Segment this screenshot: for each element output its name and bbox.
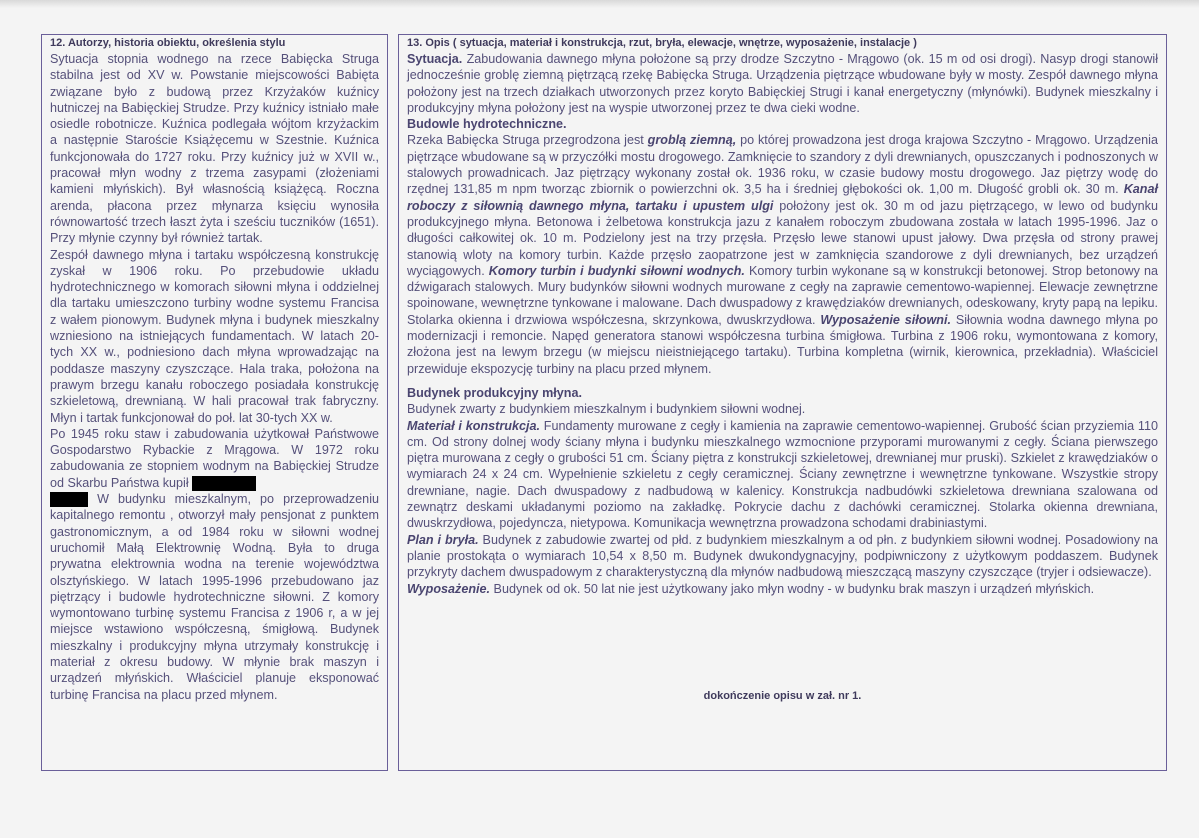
section-12-box: [41, 34, 388, 771]
scan-edge: [0, 0, 1199, 8]
redaction-block: [50, 492, 88, 507]
budowle-text-c: położony jest ok. 30 m od jazu piętrzącego, w lewo od budynku produkcyjnego młyna. Betonowa i żelbetowa konstrukcja jazu z kanałem roboczym zbudowana została w latach 1995-1996. Jaz o długości całkowitej ok. 10 m. Podzielony jest na trzy przęsła. Przęsło lewe stanowi upust jałowy. Dwa przęsła od strony prawej stanowią wloty na komory turbin. Każde przęsło zaopatrzone jest w zamknięcia szandorowe z dyli drewnianych, bez urządzeń wyciągowych.: [407, 198, 1158, 278]
section-12-text: [42, 51, 387, 703]
continuation-note: dokończenie opisu w zał. nr 1.: [703, 690, 862, 702]
kanal-label: Kanał roboczy z siłownią dawnego młyna, tartaku i upustem ulgi: [407, 182, 1158, 213]
budowle-heading: Budowle hydrotechniczne.: [407, 117, 567, 132]
material-label: Materiał i konstrukcja.: [407, 418, 540, 433]
plan-label: Plan i bryła.: [407, 532, 479, 547]
wyposazenie-text: Budynek od ok. 50 lat nie jest użytkowany jako młyn wodny - w budynku brak maszyn i urządzeń młyńskich.: [490, 581, 1095, 596]
wyposazenie-silowni-label: Wyposażenie siłowni.: [820, 312, 951, 327]
sytuacja-paragraph: [407, 51, 1158, 116]
plan-paragraph: [407, 532, 1158, 581]
history-paragraph-4-text: W budynku mieszkalnym, po przeprowadzeniu kapitalnego remontu , otworzył mały pensjonat z punktem gastronomicznym, a od 1984 roku w siłowni wodnej uruchomił Małą Elektrownię Wodną. Była to druga prywatna elektrownia wodna na terenie województwa olsztyńskiego. W latach 1995-1996 przebudowano jaz piętrzący i budowle hydrotechniczne siłowni. Z komory wymontowano turbinę systemu Francisa z 1906 r, a w jej miejsce wstawiono współczesną, śmigłową. Budynek mieszkalny i produkcyjny młyna utrzymały konstrukcję i materiał z okresu budowy. W młynie brak maszyn i urządzeń młyńskich. Właściciel planuje eksponować turbinę Francisa na placu przed młynem.: [50, 492, 379, 702]
section-12-heading: 12. Autorzy, historia obiektu, określenia stylu: [50, 37, 286, 49]
budowle-paragraph: [407, 132, 1158, 376]
budowle-text-b: po której prowadzona jest droga krajowa Szczytno - Mrągowo. Urządzenia piętrzące wbudowane są w przyczółki mostu drogowego. Zamknięcie to szandory z dyli drewnianych, opuszczanych i podnoszonych w stalowych prowadnicach. Jaz piętrzący wykonany został ok. 1936 roku, w czasie budowy mostu drogowego. Jaz piętrzy wodę do rzędnej 131,85 m npm tworząc zbiornik o powierzchni ok. 3,5 ha i średniej głębokości ok. 1,00 m. Długość grobli ok. 30 m.: [407, 133, 1158, 197]
prod-subtitle: Budynek zwarty z budynkiem mieszkalnym i budynkiem siłowni wodnej.: [407, 402, 806, 417]
budowle-text-d: Komory turbin wykonane są w konstrukcji betonowej. Strop betonowy na dźwigarach stalowych. Mury budynków siłowni wodnych murowane z cegły na zaprawie cementowo-wapiennej. Elewacje zewnętrzne spoinowane, wewnętrzne tynkowane i malowane. Dach dwuspadowy z krawędziaków drewnianych, odeskowany, kryty papą na lepiku. Stolarka okienna i drzwiowa współczesna, skrzynkowa, dwuskrzydłowa.: [407, 263, 1158, 327]
history-paragraph-4: [50, 491, 379, 703]
history-paragraph-2: Zespół dawnego młyna i tartaku współczesną konstrukcję zyskał w 1906 roku. Po przebudowie układu hydrotechnicznego w komorach siłowni młyna i oddzielnej dla tartaku umieszczono turbiny wodne systemu Francisa z wałem pionowym. Budynek młyna i budynek mieszkalny wzniesiono na istniejących fundamentach. W latach 20-tych XX w., podniesiono dach młyna wprowadzając na poddasze maszyny czyszczące. Hala traka, położona na prawym brzegu kanału roboczego posiadała konstrukcję szkieletową, drewnianą. W hali pracował trak fabryczny. Młyn i tartak funkcjonował do poł. lat 30-tych XX w.: [50, 247, 379, 425]
grobla-label: groblą ziemną,: [647, 133, 737, 148]
history-paragraph-3-text: Po 1945 roku staw i zabudowania użytkował Państwowe Gospodarstwo Rybackie z Mrągowa. W 1972 roku zabudowania ze stopniem wodnym na Babięckiej Strudze od Skarbu Państwa kupił: [50, 426, 379, 490]
section-13-text: [399, 51, 1166, 597]
history-paragraph-1: Sytuacja stopnia wodnego na rzece Babięcka Struga stabilna jest od XV w. Powstanie miejscowości Babięta związane było z budową przez Krzyżaków kuźnicy hutniczej na Babięckiej Strudze. Przy kuźnicy istniało małe osiedle robotnicze. Kuźnica podlegała wójtom krzyżackim a następnie Staroście Książęcemu w Szestnie. Kuźnica funkcjonowała do 1727 roku. Przy kuźnicy już w XVII w., pracował młyn wodny z trzema zasypami (złożeniami kamieni młyńskich). Był własnością książęcą. Roczna arenda, płacona przez młynarza księciu wynosiła równowartość trzech łaszt żyta i sześciu tuczników (1651). Przy młynie czynny był również tartak.: [50, 52, 379, 246]
material-text: Fundamenty murowane z cegły i kamienia na zaprawie cementowo-wapiennej. Grubość ścian przyziemia 110 cm. Od strony dolnej wody ściany młyna i budynku mieszkalnego wzmocnione przyporami murowanymi z cegły. Ściana pierwszego piętra murowana z cegły o grubości 51 cm. Ściany piętra z konstrukcji szkieletowej, drewnianej mur pruski). Szkielet z krawędziaków o wymiarach 24 x 24 cm. Wypełnienie szkieletu z cegły ceramicznej. Ściany zewnętrzne i wewnętrzne tynkowane. Wszystkie stropy drewniane, nagie. Dach dwuspadowy z nadbudową w kalenicy. Konstrukcja nadbudówki szkieletowa drewniana szalowana od zewnątrz deskami układanymi poziomo na zakładkę. Pokrycie dachu z dachówki ceramicznej. Stolarka okienna drewniana, dwuskrzydłowa, pojedyncza, nietypowa. Komunikacja wewnętrzna prowadzona schodami drabiniastymi.: [407, 418, 1158, 531]
prod-heading: Budynek produkcyjny młyna.: [407, 385, 582, 400]
plan-text: Budynek z zabudowie zwartej od płd. z budynkiem mieszkalnym a od płn. z budynkiem siłowni wodnej. Posadowiony na planie prostokąta o wymiarach 10,54 x 8,50 m. Budynek dwukondygnacyjny, podpiwniczony z użytkowym poddaszem. Budynek przykryty dachem dwuspadowym z charakterystyczną dla młynów nadbudową mieszczącą maszyny czyszczące (tryjer i odsiewacze).: [407, 532, 1158, 580]
sytuacja-text: Zabudowania dawnego młyna położone są przy drodze Szczytno - Mrągowo (ok. 15 m od osi drogi). Nasyp drogi stanowił jednocześnie groblę ziemną piętrzącą rzekę Babięcka Struga. Urządzenia piętrzące wbudowane były w mosty. Zespół dawnego młyna położony jest na trzech działkach utworzonych przez koryto Babięckiej Strugi i kanał energetyczny (młynówki). Budynek mieszkalny i produkcyjny młyna położony jest na wyspie utworzonej przez te dwa cieki wodne.: [407, 52, 1158, 115]
budowle-text-e: Siłownia wodna dawnego młyna po modernizacji i remoncie. Napęd generatora stanowi współczesna turbina śmigłowa. Turbina z 1906 roku, wymontowana z komory, złożona jest na lewym brzegu (w miejscu nieistniejącego tartaku). Turbina kompletna (wirnik, kierownica, przekładnia). Właściciel przewiduje ekspozycję turbiny na placu przed młynem.: [407, 312, 1158, 376]
history-paragraph-3: [50, 426, 379, 491]
komory-label: Komory turbin i budynki siłowni wodnych.: [488, 263, 745, 278]
wyposazenie-label: Wyposażenie.: [407, 581, 491, 596]
material-paragraph: [407, 418, 1158, 532]
redaction-block: [192, 476, 256, 491]
wyposazenie-paragraph: [407, 581, 1158, 597]
sytuacja-label: Sytuacja.: [407, 52, 463, 66]
spacer: [407, 377, 1158, 385]
budowle-text-a: Rzeka Babięcka Struga przegrodzona jest: [407, 133, 648, 148]
section-13-heading: 13. Opis ( sytuacja, materiał i konstrukcja, rzut, bryła, elewacje, wnętrze, wyposażenie, instalacje ): [407, 37, 917, 49]
section-13-box: [398, 34, 1167, 771]
